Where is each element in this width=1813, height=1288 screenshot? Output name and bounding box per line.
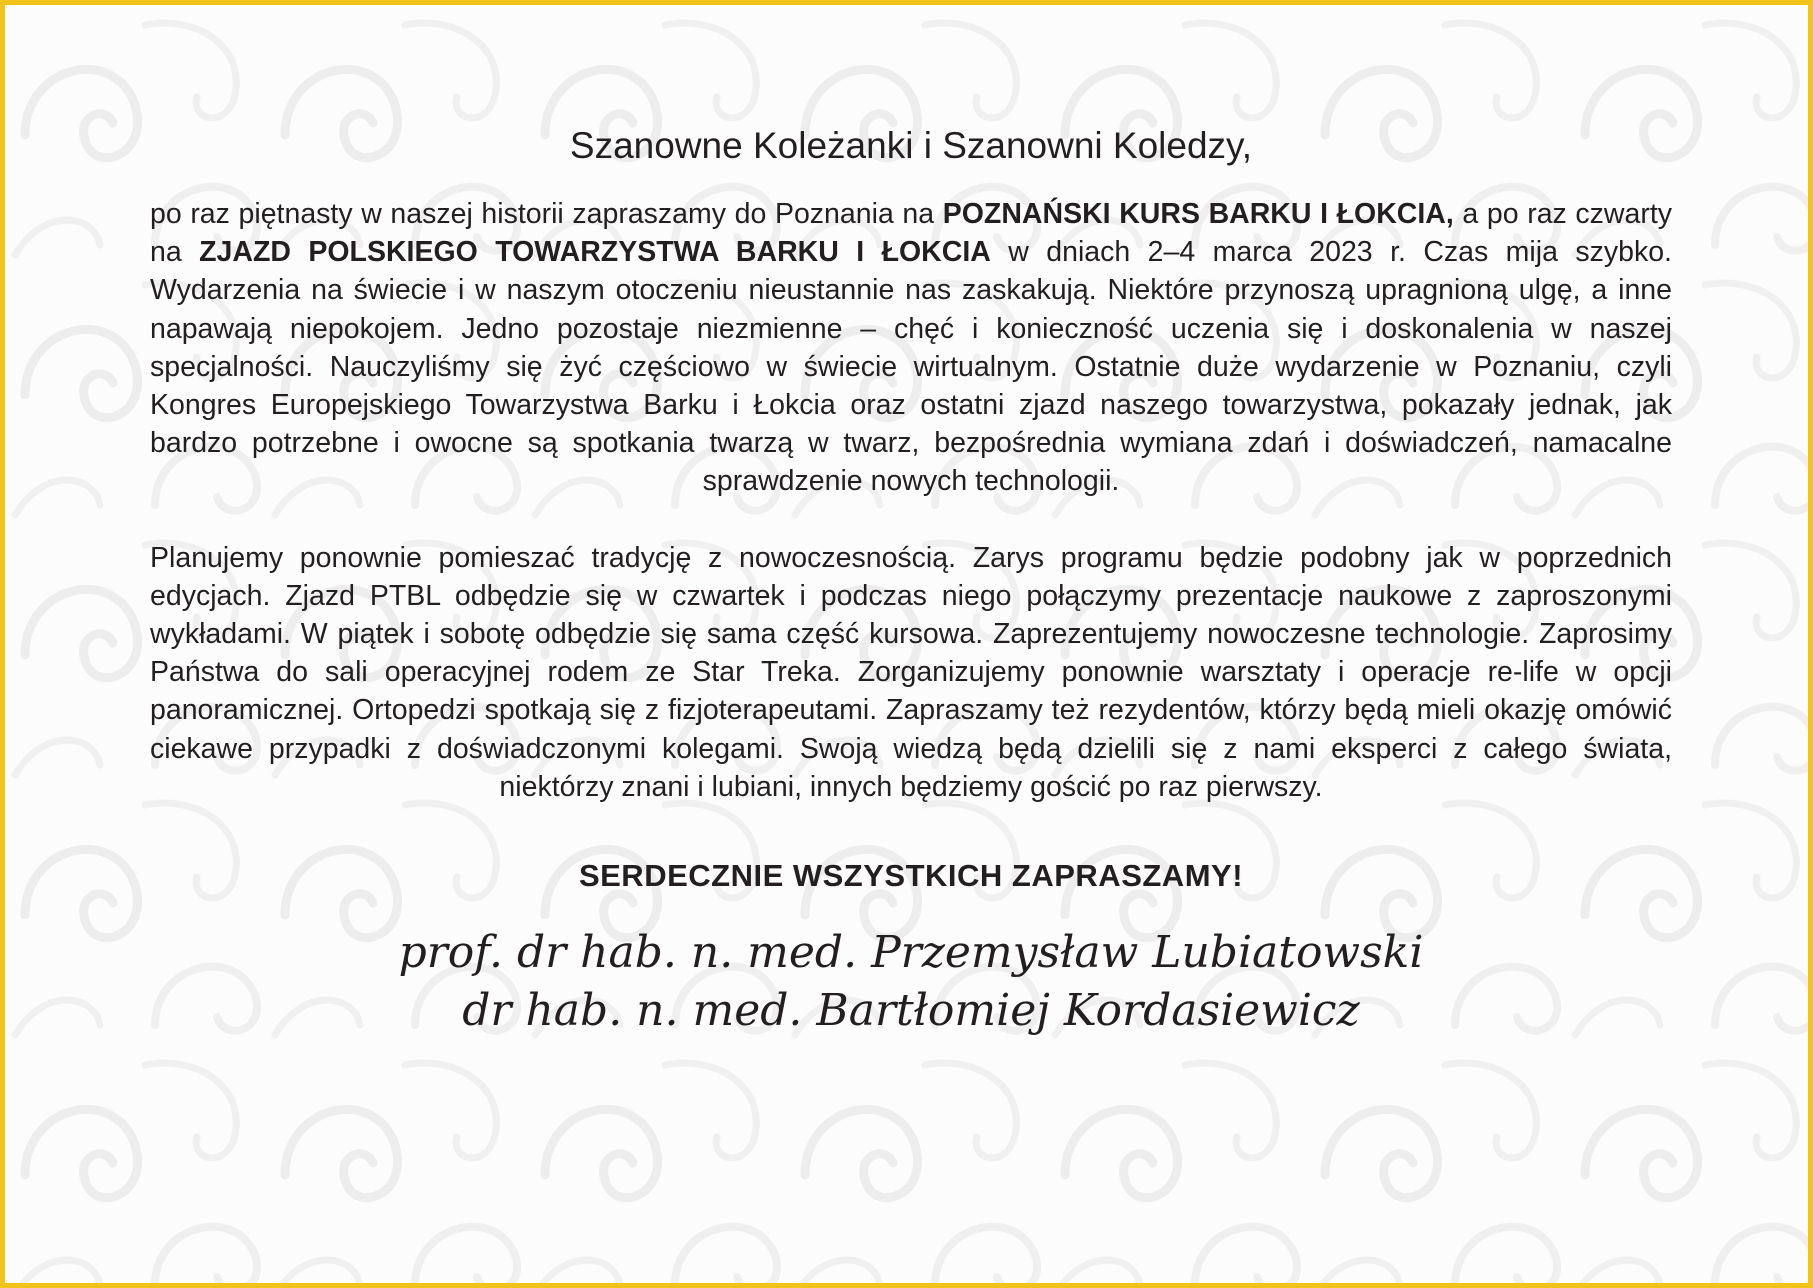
closing-invitation: SERDECZNIE WSZYSTKICH ZAPRASZAMY! bbox=[578, 858, 1244, 894]
letter-body bbox=[150, 123, 1672, 1040]
greeting: Szanowne Koleżanki i Szanowni Koledzy, bbox=[569, 125, 1253, 166]
paragraph-1-text-2: a po raz czwarty na bbox=[150, 198, 1672, 269]
paragraph-1-text-3: w dniach 2–4 marca 2023 r. Czas mija szybko. Wydarzenia na świecie i w naszym otoczeniu nieustannie nas zaskakują. Niektóre przynoszą upragnioną ulgę, a inne napawają niepokojem. Jedno pozostaje niezmienne – chęć i konieczność uczenia się i doskonalenia w naszej specjalności. Nauczyliśmy się żyć częściowo w świecie wirtualnym. Ostatnie duże wydarzenie w Poznaniu, czyli Kongres Europejskiego Towarzystwa Barku i Łokcia oraz ostatni zjazd naszego towarzystwa, pokazały jednak, jak bardzo potrzebne i owocne są spotkania twarzą w twarz, bezpośrednia wymiana zdań i doświadczeń, namacalne sprawdzenie nowych technologii. bbox=[150, 236, 1672, 498]
course-name: POZNAŃSKI KURS BARKU I ŁOKCIA, bbox=[942, 198, 1454, 230]
paragraph-1-text-1: po raz piętnasty w naszej historii zapraszamy do Poznania na bbox=[150, 198, 943, 230]
paragraph-1 bbox=[150, 195, 1672, 501]
paragraph-2: Planujemy ponownie pomieszać tradycję z nowoczesnością. Zarys programu będzie podobny jak w poprzednich edycjach. Zjazd PTBL odbędzie się w czwartek i podczas niego połączymy prezentacje naukowe z zaproszonymi wykładami. W piątek i sobotę odbędzie się sama część kursowa. Zaprezentujemy nowoczesne technologie. Zaprosimy Państwa do sali operacyjnej rodem ze Star Treka. Zorganizujemy ponownie warsztaty i operacje re-life w opcji panoramicznej. Ortopedzi spotkają się z fizjoterapeutami. Zapraszamy też rezydentów, którzy będą mieli okazję omówić ciekawe przypadki z doświadczonymi kolegami. Swoją wiedzą będą dzielili się z nami eksperci z całego świata, niektórzy znani i lubiani, innych będziemy gościć po raz pierwszy. bbox=[150, 541, 1672, 803]
signature-2: dr hab. n. med. Bartłomiej Kordasiewicz bbox=[462, 985, 1360, 1037]
signature-1: prof. dr hab. n. med. Przemysław Lubiatowski bbox=[398, 927, 1424, 979]
signatures bbox=[150, 924, 1672, 1040]
congress-name: ZJAZD POLSKIEGO TOWARZYSTWA BARKU I ŁOKCIA bbox=[199, 236, 991, 269]
